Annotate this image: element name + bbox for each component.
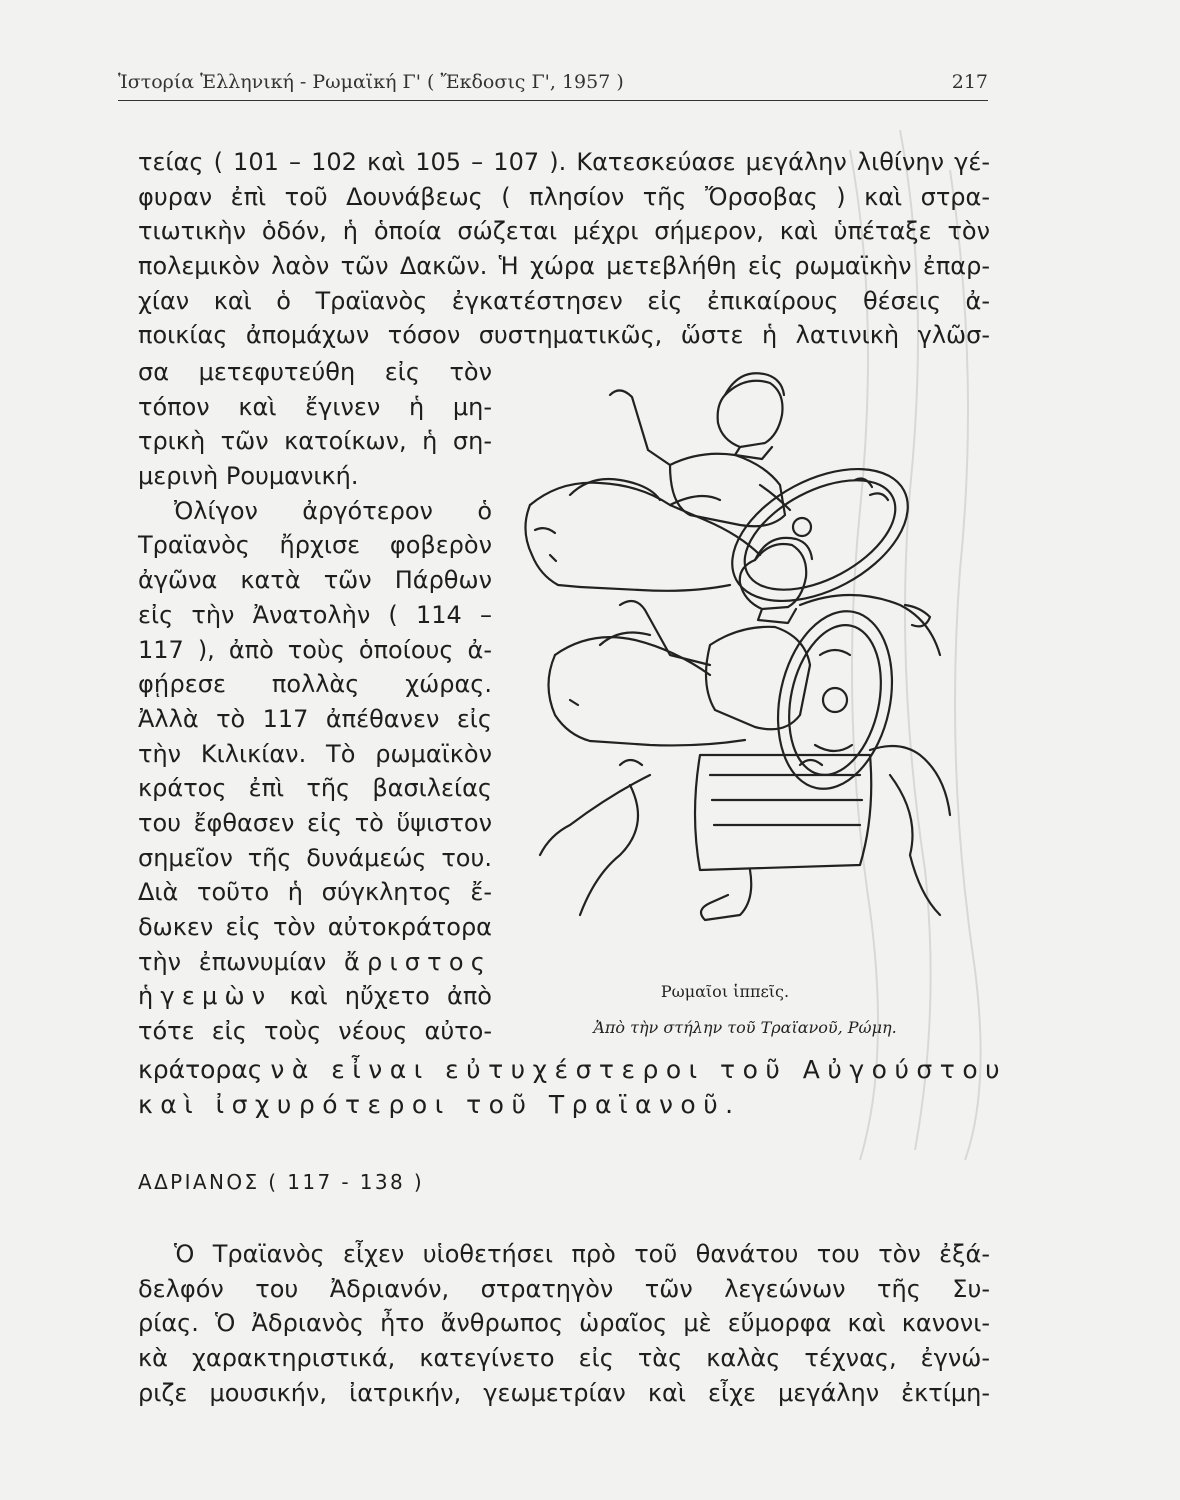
text-line: του ἔφθασεν εἰς τὸ ὕψιστον	[138, 808, 492, 837]
running-header	[118, 66, 988, 101]
left-text-column	[138, 355, 492, 1049]
text-line: εἰς τὴν Ἀνατολὴν ( 114 –	[138, 600, 492, 629]
text-line: Ὁ Τραϊανὸς εἶχεν υἱοθετήσει πρὸ τοῦ θανάτου του τὸν ἐξά-	[174, 1240, 990, 1268]
text-line: Διὰ τοῦτο ἡ σύγκλητος ἔ-	[138, 878, 492, 907]
text-line	[138, 945, 492, 980]
text-line: φῄρεσε πολλὰς χώρας.	[138, 670, 492, 699]
text-line: σημεῖον τῆς δυνάμεώς του.	[138, 843, 492, 872]
text-line: Τραϊανὸς ἤρχισε φοβερὸν	[138, 531, 492, 560]
text-line: τείας ( 101 – 102 καὶ 105 – 107 ). Κατεσκεύασε μεγάλην λιθίνην γέ-	[138, 148, 990, 176]
text-line: δωκεν εἰς τὸν αὐτοκράτορα	[138, 913, 492, 941]
text-line: κὰ χαρακτηριστικά, κατεγίνετο εἰς τὰς καλὰς τέχνας, ἐγνώ-	[138, 1344, 990, 1373]
text-line: τόπον καὶ ἔγινεν ἡ μη-	[138, 392, 492, 421]
section-heading: ΑΔΡΙΑΝΟΣ ( 117 - 138 )	[138, 1170, 425, 1194]
text-line: καὶ ἰσχυρότεροι τοῦ Τραϊανοῦ.	[138, 1089, 741, 1119]
header-title: Ἱστορία Ἑλληνική - Ρωμαϊκή Γ' ( Ἔκδοσις Γ', 1957 )	[118, 71, 624, 93]
text-line: Ἀλλὰ τὸ 117 ἀπέθανεν εἰς	[138, 704, 492, 733]
text-line: τιωτικὴν ὁδόν, ἡ ὁποία σώζεται μέχρι σήμερον, καὶ ὑπέταξε τὸν	[138, 217, 990, 246]
figure-caption-title: Ρωμαῖοι ἱππεῖς.	[660, 982, 790, 1001]
text-line: ἀγῶνα κατὰ τῶν Πάρθων	[138, 566, 492, 595]
spaced-emphasis: ἡγεμὼν	[138, 982, 273, 1011]
text-line: πολεμικὸν λαὸν τῶν Δακῶν. Ἡ χώρα μετεβλήθη εἰς ρωμαϊκὴν ἐπαρ-	[138, 252, 990, 281]
spaced-emphasis: νὰ εἶναι εὐτυχέστεροι τοῦ Αὐγούστου	[270, 1055, 1008, 1084]
text-line: φυραν ἐπὶ τοῦ Δουνάβεως ( πλησίον τῆς Ὄρσοβας ) καὶ στρα-	[138, 182, 990, 211]
text-line: ριζε μουσικήν, ἰατρικήν, γεωμετρίαν καὶ εἶχε μεγάλην ἐκτίμη-	[138, 1378, 990, 1407]
figure-caption-source: Ἀπὸ τὴν στήλην τοῦ Τραϊανοῦ, Ρώμη.	[593, 1018, 897, 1037]
text-line: δελφόν του Ἀδριανόν, στρατηγὸν τῶν λεγεώνων τῆς Συ-	[138, 1274, 990, 1303]
bottom-paragraph	[138, 1237, 990, 1410]
text-line: μερινὴ Ρουμανική.	[138, 462, 359, 491]
text-line: Ὀλίγον ἀργότερον ὁ	[174, 496, 492, 525]
text-line: τότε εἰς τοὺς νέους αὐτο-	[138, 1017, 492, 1046]
page-number: 217	[951, 71, 988, 93]
text-fragment: τὴν ἐπωνυμίαν	[138, 947, 327, 976]
text-line: ποικίας ἀπομάχων τόσον συστηματικῶς, ὥστε ἡ λατινικὴ γλῶσ-	[138, 321, 990, 350]
roman-cavalry-illustration	[500, 355, 970, 975]
text-line: κράτος ἐπὶ τῆς βασιλείας	[138, 774, 492, 803]
emphasis-paragraph	[138, 1053, 1008, 1122]
text-line: 117 ), ἀπὸ τοὺς ὁποίους ἀ-	[138, 635, 492, 664]
spaced-emphasis: ἄριστος	[343, 947, 492, 976]
text-fragment: κράτορας	[138, 1055, 263, 1084]
text-line: τὴν Κιλικίαν. Τὸ ρωμαϊκὸν	[138, 739, 492, 768]
text-line: τρικὴ τῶν κατοίκων, ἡ ση-	[138, 427, 492, 456]
text-line: ρίας. Ὁ Ἀδριανὸς ἦτο ἄνθρωπος ὡραῖος μὲ εὔμορφα καὶ κανονι-	[138, 1309, 990, 1338]
text-fragment: καὶ ηὔχετο ἀπὸ	[289, 982, 492, 1011]
text-line: χίαν καὶ ὁ Τραϊανὸς ἐγκατέστησεν εἰς ἐπικαίρους θέσεις ἀ-	[138, 286, 990, 315]
text-line	[138, 1053, 1008, 1088]
text-line: σα μετεφυτεύθη εἰς τὸν	[138, 358, 492, 386]
text-line	[138, 979, 492, 1014]
top-paragraph	[138, 145, 990, 353]
